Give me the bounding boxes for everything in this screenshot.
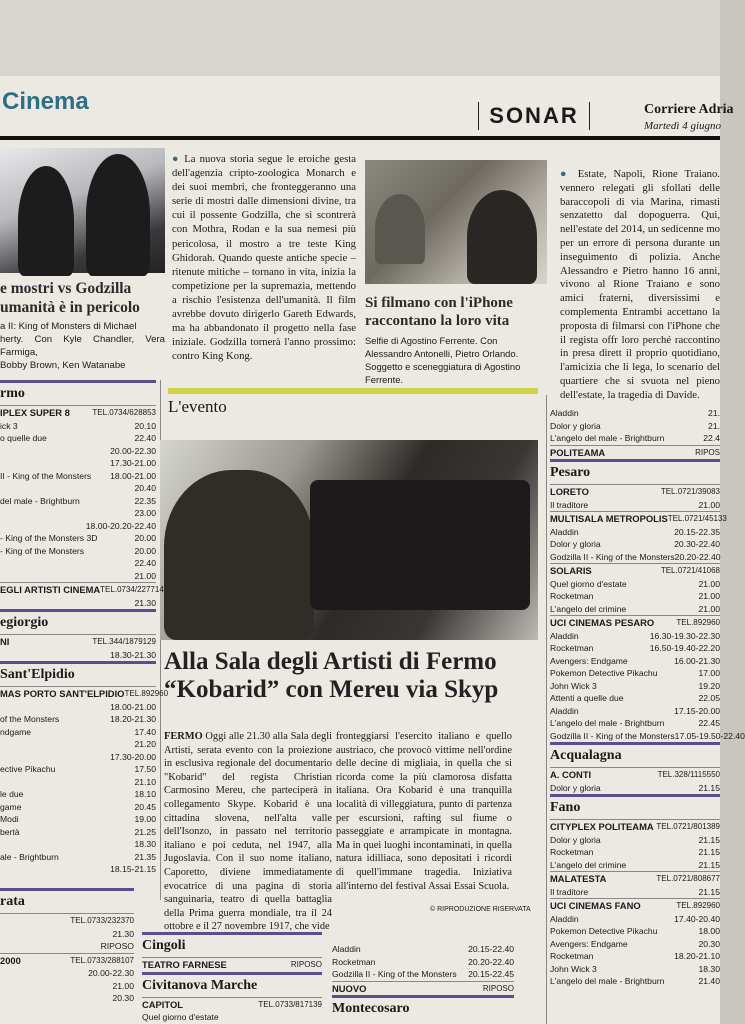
cinema-phone: TEL.0721/45133 [667, 514, 727, 523]
showtimes: 18.00-20.20-22.40 [85, 520, 156, 531]
showtimes: 17.50 [134, 764, 156, 774]
cinema-phone: TEL.0721/801389 [656, 822, 720, 831]
listings-left-bottom [0, 888, 134, 1005]
selfie-credits: Selfie di Agostino Ferrente. Con Alessandro Antonelli, Pietro Orlando. Soggetto e sceneggiatura di Agostino Ferrente. [365, 335, 521, 385]
film-row [0, 570, 156, 583]
film-row [550, 667, 720, 680]
cinema-row [550, 563, 720, 578]
showtimes: 20.15-22.45 [468, 969, 514, 979]
film-name: ndgame [0, 726, 32, 737]
city-name: Montecosaro [332, 1001, 410, 1016]
film-row [550, 680, 720, 693]
film-name: Godzilla II - King of the Monsters [332, 969, 457, 979]
selfie-still-photo [365, 160, 547, 284]
film-row [0, 445, 156, 458]
film-row [0, 432, 156, 445]
film-row [0, 507, 156, 520]
showtimes: 21.25 [134, 826, 156, 837]
film-row [0, 495, 156, 508]
city-heading [142, 972, 322, 997]
film-row [550, 630, 720, 643]
film-row [0, 520, 156, 533]
film-row [0, 940, 134, 953]
actor-figure [18, 166, 74, 276]
film-row [332, 943, 514, 956]
showtimes: 21.00 [698, 591, 720, 601]
cinema-name: MAS PORTO SANT'ELPIDIO [0, 688, 125, 699]
showtimes: 20.00-22.30 [110, 445, 156, 456]
film-name: Rocketman [550, 643, 594, 653]
city-heading [0, 888, 134, 913]
film-name: Quel giorno d'estate [550, 578, 627, 589]
film-row [0, 545, 156, 558]
city-name: Civitanova Marche [142, 977, 258, 993]
kobarid-col1-text: Oggi alle 21.30 alla Sala degli Artisti, serata evento con la proiezione in esclusiva regionale del documentario "Kobarid" del regista Christian Carmosino Mereu, che parteciperà in collegamento Skype. Kobarid è una cittadina slovena, nell'alta valle dell'Isonzo, in passato nel territorio italiano e poi ceduta, nel 1947, alla Jugoslavia. Con il suo nome italiano, Caporetto, diviene immediatamente evocatrice di una pagina di storia sanguinaria, teatro di quella battaglia della Prima guerra mondiale, tra il 24 ottobre e il 27 novembre 1917, che vide [164, 731, 332, 933]
film-name: Rocketman [550, 591, 594, 601]
showtimes: 20.30 [112, 993, 134, 1003]
film-row [0, 992, 134, 1005]
godzilla-still-photo [0, 148, 165, 273]
city-name: Cingoli [142, 938, 186, 953]
group-figures [375, 194, 425, 264]
director-figure [164, 470, 314, 640]
cinema-name: UCI CINEMAS PESARO [550, 617, 655, 628]
film-name: L'angelo del crimine [550, 603, 627, 614]
film-name: Dolor y gloria [550, 539, 601, 549]
film-row [550, 432, 720, 445]
page-header [0, 76, 734, 138]
film-row [0, 420, 156, 433]
cinema-name: MALATESTA [550, 873, 607, 884]
film-row [550, 642, 720, 655]
film-name: Dolor y gloria [550, 834, 601, 845]
showtimes: 17.30-20.00 [110, 751, 156, 762]
city-heading [0, 609, 156, 634]
film-row [550, 717, 720, 730]
film-name: Godzilla II - King of the Monsters [550, 551, 675, 562]
film-name: Rocketman [550, 847, 594, 857]
showtimes: 17.40-20.40 [674, 913, 720, 924]
city-heading [550, 794, 720, 819]
film-row [550, 420, 720, 433]
cinema-name: NUOVO [332, 982, 367, 994]
cinema-name: TEATRO FARNESE [142, 959, 227, 970]
film-row [332, 956, 514, 969]
showtimes: 17.15-20.00 [674, 705, 720, 716]
dateline: FERMO [164, 731, 203, 742]
film-row [142, 1011, 322, 1024]
showtimes: 21.15 [698, 859, 720, 870]
showtimes: 20.40 [134, 483, 156, 493]
film-name: Attenti a quelle due [550, 693, 624, 703]
film-name: Rocketman [332, 956, 376, 967]
cinema-name: CITYPLEX POLITEAMA [550, 821, 654, 832]
film-row [550, 705, 720, 718]
film-name: Modi [0, 814, 19, 824]
showtimes: 18.20-21.30 [110, 714, 156, 724]
showtimes: 21. [708, 408, 720, 418]
showtimes: 22.40 [134, 558, 156, 568]
film-row [0, 851, 156, 864]
showtimes: 22.40 [134, 433, 156, 443]
film-row [0, 713, 156, 726]
film-row [550, 551, 720, 564]
rione-lead: Estate, Napoli, Rione Traiano. [577, 168, 720, 180]
showtimes: 18.30-21.30 [110, 649, 156, 660]
film-name: L'angelo del male - Brightburn [550, 718, 665, 728]
showtimes: 21.00 [698, 578, 720, 589]
film-name: Aladdin [550, 526, 579, 537]
film-row [0, 557, 156, 570]
city-name: Sant'Elpidio [0, 667, 75, 682]
film-row [550, 499, 720, 512]
film-row [550, 925, 720, 938]
film-row [0, 763, 156, 776]
cinema-name: 2000 [0, 954, 21, 966]
city-heading [332, 995, 514, 1020]
film-row [0, 967, 134, 980]
film-row [0, 838, 156, 851]
city-name: egiorgio [0, 615, 49, 630]
showtimes: 22.45 [698, 718, 720, 728]
cinema-phone: TEL.344/1879129 [92, 637, 156, 646]
showtimes: 18.00 [698, 926, 720, 936]
cinema-phone: RIPOSO [482, 983, 514, 993]
showtimes: 17.30-21.00 [110, 458, 156, 468]
city-name: Acqualagna [550, 748, 622, 763]
film-name: game [0, 801, 22, 812]
film-row [550, 578, 720, 591]
showtimes: 16.00-21.30 [674, 655, 720, 666]
showtimes: 20.00-22.30 [88, 968, 134, 978]
cinema-row [550, 615, 720, 630]
showtimes: 23.00 [134, 508, 156, 518]
film-row [550, 886, 720, 899]
film-row [550, 730, 745, 743]
showtimes: 21.00 [134, 570, 156, 581]
cinema-row [142, 997, 322, 1012]
showtimes: 18.30 [134, 839, 156, 849]
film-row [0, 928, 134, 941]
film-row [550, 655, 720, 668]
cinema-name: POLITEAMA [550, 446, 606, 458]
showtimes: 20.30 [698, 938, 720, 949]
film-name: o quelle due [0, 433, 47, 443]
cinema-phone: TEL.0733/817139 [258, 999, 322, 1009]
film-row [0, 826, 156, 839]
cinema-phone: TEL.0733/288107 [70, 955, 134, 965]
bullet-icon: ● [172, 153, 185, 165]
film-row [550, 782, 720, 795]
film-row [0, 597, 156, 610]
film-name: Il traditore [550, 499, 589, 510]
film-row [550, 950, 720, 963]
showtimes: 21.00 [698, 499, 720, 510]
cinema-phone: TEL.0733/232370 [70, 916, 134, 925]
cinema-row [142, 957, 322, 972]
film-row [0, 649, 156, 662]
godzilla-body [172, 152, 356, 363]
showtimes: 20.15-22.40 [468, 944, 514, 954]
showtimes: 20.20-22.40 [674, 551, 721, 562]
film-row [550, 526, 720, 539]
film-name: Aladdin [550, 705, 579, 716]
cinema-row [0, 686, 169, 701]
film-row [0, 701, 156, 714]
film-row [550, 834, 720, 847]
film-row [550, 859, 720, 872]
film-row [550, 846, 720, 859]
film-name: ale - Brightburn [0, 851, 59, 862]
cinema-phone: TEL.0734/227714 [100, 585, 164, 594]
showtimes: 22.05 [698, 693, 720, 703]
film-camera [310, 480, 530, 610]
film-name: bertà [0, 826, 20, 837]
film-row [0, 980, 134, 993]
film-name: L'angelo del male - Brightburn [550, 976, 665, 986]
cinema-row [550, 484, 720, 499]
film-name: Pokemon Detective Pikachu [550, 668, 658, 678]
showtimes: 21.30 [134, 597, 156, 608]
showtimes: 17.05-19.50-22.40 [674, 730, 745, 741]
film-row [550, 590, 720, 603]
showtimes: 21.15 [698, 847, 720, 857]
rione-traiano-body [560, 168, 720, 403]
kobarid-headline: Alla Sala degli Artisti di Fermo “Kobarid” con Mereu via Skyp [164, 648, 499, 703]
film-name: Il traditore [550, 886, 589, 897]
film-name: Pokemon Detective Pikachu [550, 926, 658, 936]
film-name: ective Pikachu [0, 764, 56, 774]
cinema-name: UCI CINEMAS FANO [550, 900, 641, 911]
actress-figure [86, 154, 150, 276]
cinema-row [0, 582, 164, 597]
showtimes: 21.10 [134, 776, 156, 787]
film-name: John Wick 3 [550, 963, 597, 974]
film-name: - King of the Monsters [0, 545, 85, 556]
city-name: Pesaro [550, 465, 591, 480]
showtimes: 18.30 [698, 963, 720, 974]
godzilla-credits: a II: King of Monsters di Michael herty. Con Kyle Chandler, Vera Farmiga, Bobby Brown, Ken Watanabe [0, 321, 165, 371]
cinema-row [0, 405, 156, 420]
film-name: Aladdin [550, 913, 579, 924]
cinema-row [0, 634, 156, 649]
cinema-name: LORETO [550, 486, 589, 497]
city-heading [550, 742, 720, 767]
showtimes: 21.00 [112, 980, 134, 991]
showtimes: 22.4 [703, 433, 720, 443]
showtimes: 21.15 [698, 886, 720, 897]
film-row [0, 813, 156, 826]
film-name: II - King of the Monsters [0, 470, 92, 481]
cinema-row [550, 511, 727, 526]
film-row [0, 532, 156, 545]
showtimes: 18.00-21.00 [110, 701, 156, 712]
rione-body-text: vennero relegati gli sfollati delle baraccopoli di via Marina, rimasti senzatetto dal dopoguerra. Qui, nell'estate del 2014, un sedicenne mo per un errore di persona durante un inseguimento di polizia. Anche Alessandro e Pietro hanno 16 anni, vivono al Rione Traiano e sono amici fraterni, diversissimi e complementa Entrambi accettano la proposta di filmarsi con l'iPhone che il regista offr loro perché raccontino in presa dirett il proprio quotidiano, l'amicizia che li lega, lo scenario del quartiere che si svuota nel pieno dell'estate, la tragedia di Davide. [560, 181, 720, 401]
film-row [0, 738, 156, 751]
film-row [550, 538, 720, 551]
selfie-headline: Si filmano con l'iPhone raccontano la loro vita [365, 295, 513, 329]
showtimes: 20.10 [134, 420, 156, 431]
showtimes: 20.30-22.40 [674, 539, 720, 549]
film-row [0, 482, 156, 495]
cinema-name: EGLI ARTISTI CINEMA [0, 584, 101, 595]
cinema-name: IPLEX SUPER 8 [0, 407, 70, 418]
showtimes: 19.00 [134, 814, 156, 824]
showtimes: 17.40 [134, 726, 156, 737]
city-heading [0, 661, 156, 686]
city-name: Fano [550, 800, 581, 815]
cinema-row [0, 913, 134, 928]
film-name: L'angelo del crimine [550, 859, 627, 870]
showtimes: 21.15 [698, 834, 720, 845]
showtimes: 21.40 [698, 976, 720, 986]
cinema-row [550, 898, 720, 913]
cinema-name: A. CONTI [550, 769, 592, 780]
director-camera-photo [160, 440, 538, 640]
film-row [0, 457, 156, 470]
page-top-margin [0, 0, 720, 76]
cinema-row [550, 819, 720, 834]
showtimes: 22.35 [134, 495, 156, 506]
cinema-phone: RIPOS [695, 447, 720, 457]
showtimes: 18.20-21.10 [674, 951, 720, 961]
showtimes: 21.00 [698, 603, 720, 614]
showtimes: 18.10 [134, 789, 156, 799]
city-name: rata [0, 894, 25, 909]
cinema-row [550, 871, 720, 886]
cinema-row [550, 445, 720, 460]
showtimes: 21.35 [134, 851, 156, 862]
film-name: Aladdin [332, 944, 361, 954]
film-name: Avengers: Endgame [550, 655, 628, 666]
film-name: Dolor y gloria [550, 782, 601, 793]
young-man-figure [467, 190, 537, 284]
newspaper-name: Corriere Adria [644, 102, 734, 117]
showtimes: 20.15-22.35 [674, 526, 720, 537]
film-name: del male - Brightburn [0, 495, 80, 506]
showtimes: 20.00 [134, 533, 156, 543]
showtimes: 17.00 [698, 668, 720, 678]
film-row [0, 726, 156, 739]
film-row [550, 603, 720, 616]
showtimes: 18.15-21.15 [110, 864, 156, 874]
cinema-phone: TEL.892960 [676, 901, 720, 910]
cinema-phone: TEL.0721/808677 [656, 874, 720, 883]
cinema-row [0, 953, 134, 968]
film-name: Aladdin [550, 630, 579, 641]
city-heading [550, 459, 720, 484]
showtimes: 21.15 [698, 782, 720, 793]
showtimes: 20.45 [134, 801, 156, 812]
film-row [0, 470, 156, 483]
cinema-row [332, 981, 514, 996]
section-title: Cinema [2, 88, 89, 115]
film-row [0, 863, 156, 876]
cinema-name: SOLARIS [550, 565, 592, 576]
showtimes: 19.20 [698, 680, 720, 691]
issue-date: Martedì 4 giugno [644, 120, 721, 132]
cinema-row [550, 767, 720, 782]
film-row [332, 968, 514, 981]
godzilla-headline: e mostri vs Godzilla umanità è in pericolo [0, 280, 140, 316]
film-row [550, 913, 720, 926]
column-divider [546, 395, 547, 1024]
listings-right [550, 407, 745, 988]
cinema-name: CAPITOL [142, 998, 183, 1010]
film-row [0, 788, 156, 801]
showtimes: 21. [708, 420, 720, 431]
film-name: John Wick 3 [550, 680, 597, 691]
evento-label: L'evento [168, 397, 227, 416]
showtimes: 16.50-19.40-22.20 [649, 643, 720, 653]
cinema-name: MULTISALA METROPOLIS [550, 513, 668, 524]
cinema-name: NI [0, 636, 10, 647]
film-row [0, 801, 156, 814]
film-name: - King of the Monsters 3D [0, 533, 98, 543]
film-name: Dolor y gloria [550, 420, 601, 431]
city-heading [0, 380, 156, 405]
film-name: Rocketman [550, 951, 594, 961]
film-row [550, 975, 720, 988]
city-heading [142, 932, 322, 957]
cinema-phone: TEL.328/1115550 [657, 770, 720, 779]
showtimes: 21.20 [134, 739, 156, 749]
film-name: of the Monsters [0, 714, 60, 724]
film-name: Quel giorno d'estate [142, 1012, 219, 1022]
film-row [550, 692, 720, 705]
cinema-phone: TEL.892960 [124, 689, 169, 698]
kobarid-col2: fronteggiarsi l'esercito italiano e quello austriaco, che provocò vittime nell'ordine delle decine di migliaia, in quella che si ricorda come la più clamorosa disfatta italiana. Ora Kobarid è una tranquilla località di villeggiatura, punto di partenza per escursioni, rafting sul fiume o passeggiate e arrampicate in montagna. Ma in quei luoghi incontaminati, in quella natura idilliaca, sono depositati i ricordi di quell'immane tragedia. Iniziativa all'interno del festival Assai Essai Scuola. [336, 731, 512, 892]
cinema-phone: TEL.0721/41068 [660, 566, 720, 575]
kobarid-col1 [164, 730, 332, 934]
showtimes: 20.00 [134, 545, 156, 556]
godzilla-body-text: La nuova storia segue le eroiche gesta dell'agenzia cripto-zoologica Monarch e dei suoi membri, che fronteggeranno una serie di mostri dalle dimensioni divine, tra cui il possente Godzilla, che si scontrerà con Mothra, Rodan e la sua nemesi più pericolosa, il mostro a tre teste King Ghidorah. Quando queste antiche specie – ritenute mitiche – tornano in vita, inizia la competizione per la supremazia, mettendo a rischio l'esistenza dell'umanità. Il film avrebbe dovuto dirigerlo Gareth Edwards, ma ha abbandonato il progetto nella fase iniziale. Godzilla tornerà l'anno prossimo: contro King Kong. [172, 153, 356, 363]
showtimes: 16.30-19.30-22.30 [649, 630, 720, 641]
listings-left [0, 380, 169, 876]
film-row [550, 938, 720, 951]
cinema-phone: RIPOSO [290, 960, 322, 969]
film-name: Godzilla II - King of the Monsters [550, 730, 675, 741]
evento-box [168, 388, 538, 417]
film-name: le due [0, 789, 24, 799]
header-rule [0, 136, 720, 140]
rights-notice: © RIPRODUZIONE RISERVATA [430, 906, 531, 913]
showtimes: 18.00-21.00 [110, 470, 156, 481]
film-name: ick 3 [0, 420, 18, 431]
showtimes: 20.20-22.40 [468, 956, 514, 967]
listings-center2-bottom [332, 943, 514, 1020]
showtimes: RIPOSO [100, 941, 134, 951]
cinema-phone: TEL.0734/628853 [92, 408, 156, 417]
city-name: rmo [0, 386, 25, 401]
film-name: Aladdin [550, 408, 579, 418]
bullet-icon: ● [560, 168, 578, 180]
film-row [0, 776, 156, 789]
sonar-section-label: SONAR [478, 102, 590, 130]
film-name: Avengers: Endgame [550, 938, 628, 949]
film-name: L'angelo del male - Brightburn [550, 433, 665, 443]
film-row [550, 407, 720, 420]
showtimes: 21.30 [112, 928, 134, 939]
film-row [550, 963, 720, 976]
cinema-phone: TEL.0721/39083 [660, 487, 720, 496]
film-row [0, 751, 156, 764]
listings-center-bottom [142, 932, 322, 1024]
cinema-phone: TEL.892960 [676, 618, 720, 627]
